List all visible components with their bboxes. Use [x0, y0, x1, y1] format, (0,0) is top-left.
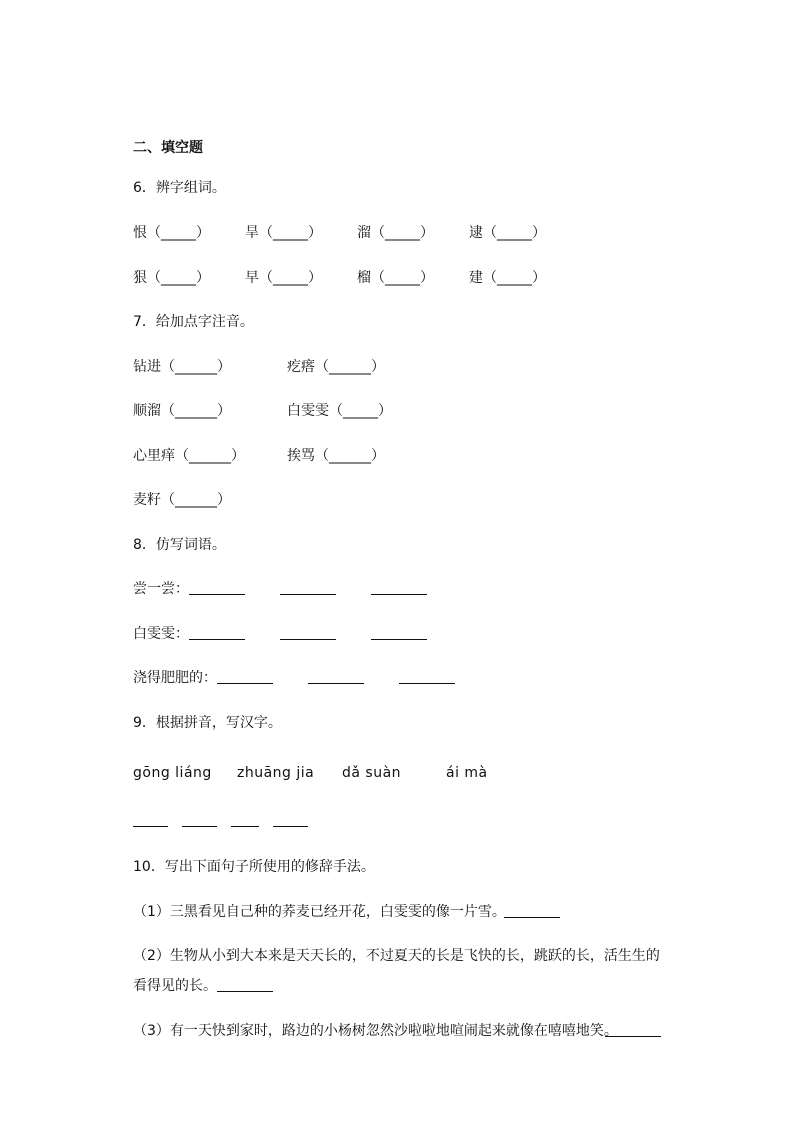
q7-item: 心里痒（______）	[133, 448, 245, 464]
pinyin-word: dǎ suàn	[342, 765, 402, 781]
question-9-prompt: 9．根据拼音，写汉字。	[133, 715, 282, 731]
answer-blank[interactable]	[273, 812, 308, 827]
q6-item: 榴（_____）	[357, 270, 434, 286]
q6-item: 狠（_____）	[133, 270, 210, 286]
q6-item: 逮（_____）	[469, 225, 546, 241]
pinyin-word: gōng liáng	[133, 765, 212, 781]
q8-label: 浇得肥肥的：	[133, 670, 217, 686]
answer-blank[interactable]	[280, 625, 336, 640]
q7-item: 疙瘩（______）	[287, 359, 385, 375]
q10-sentence-3: （3）有一天快到家时，路边的小杨树忽然沙啦啦地喧闹起来就像在嘻嘻地笑。	[133, 1023, 618, 1039]
q6-item: 建（_____）	[469, 270, 546, 286]
answer-blank[interactable]	[133, 812, 168, 827]
q7-item: 白雯雯（_____）	[287, 403, 392, 419]
answer-blank[interactable]	[371, 580, 427, 595]
q10-sentence-1: （1）三黑看见自己种的荞麦已经开花，白雯雯的像一片雪。	[133, 904, 506, 920]
pinyin-word: zhuāng jia	[237, 765, 315, 781]
answer-blank[interactable]	[189, 580, 245, 595]
answer-blank[interactable]	[189, 625, 245, 640]
answer-blank[interactable]	[231, 812, 259, 827]
answer-blank[interactable]	[371, 625, 427, 640]
q7-item: 顺溜（______）	[133, 403, 231, 419]
q6-item: 旱（_____）	[245, 225, 322, 241]
q8-label: 尝一尝：	[133, 581, 189, 597]
q7-item: 麦籽（______）	[133, 492, 231, 508]
q7-item: 挨骂（______）	[287, 448, 385, 464]
q6-item: 溜（_____）	[357, 225, 434, 241]
answer-blank[interactable]	[182, 812, 217, 827]
section-title: 二、填空题	[133, 140, 203, 156]
question-10-prompt: 10．写出下面句子所使用的修辞手法。	[133, 859, 375, 875]
q10-sentence-2-cont: 看得见的长。	[133, 978, 217, 994]
q8-label: 白雯雯：	[133, 626, 189, 642]
answer-blank[interactable]	[217, 977, 273, 992]
answer-blank[interactable]	[308, 669, 364, 684]
pinyin-word: ái mà	[446, 765, 488, 781]
question-8-prompt: 8．仿写词语。	[133, 537, 226, 553]
q7-item: 钻进（______）	[133, 359, 231, 375]
answer-blank[interactable]	[217, 669, 273, 684]
q6-item: 早（_____）	[245, 270, 322, 286]
question-6-prompt: 6．辨字组词。	[133, 180, 226, 196]
question-7-prompt: 7．给加点字注音。	[133, 314, 254, 330]
answer-blank[interactable]	[399, 669, 455, 684]
answer-blank[interactable]	[605, 1022, 661, 1037]
answer-blank[interactable]	[280, 580, 336, 595]
q6-item: 恨（_____）	[133, 225, 210, 241]
q10-sentence-2: （2）生物从小到大本来是天天长的，不过夏天的长是飞快的长，跳跃的长，活生生的	[133, 948, 660, 964]
answer-blank[interactable]	[504, 903, 560, 918]
